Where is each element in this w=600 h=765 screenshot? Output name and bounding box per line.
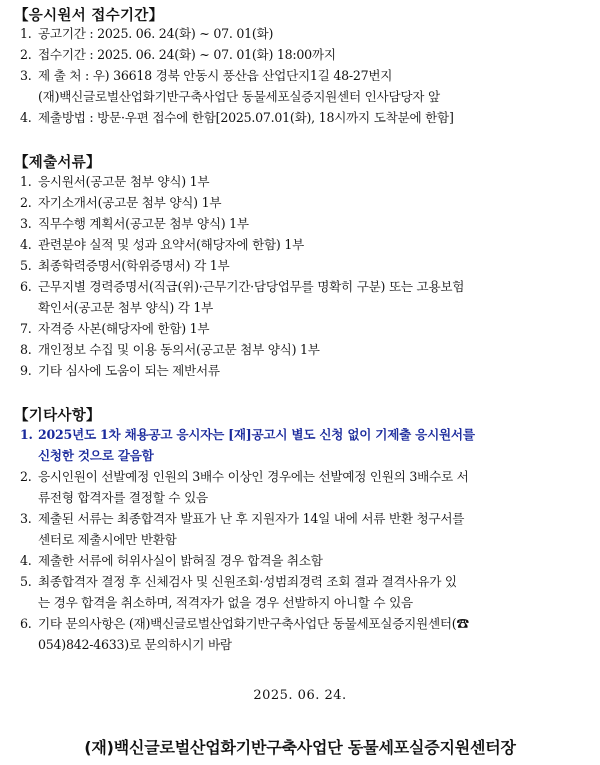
list-item-continuation: 신청한 것으로 갈음함 <box>38 448 154 463</box>
list-item: 3. 제 출 처 : 우) 36618 경북 안동시 풍산읍 산업단지1길 48-27번지 <box>20 68 393 83</box>
list-item-continuation: 류전형 합격자를 결정할 수 있음 <box>38 490 208 505</box>
other-section-title: 【기타사항】 <box>14 408 101 424</box>
list-item: 6. 근무지별 경력증명서(직급(위)·근무기간·담당업무를 명확히 구분) 또는 고용보험 <box>20 279 465 294</box>
list-item-continuation: 센터로 제출시에만 반환함 <box>38 532 177 547</box>
documents-section-title: 【제출서류】 <box>14 155 101 171</box>
list-item: 5. 최종합격자 결정 후 신체검사 및 신원조회·성범죄경력 조회 결과 결격사유가 있 <box>20 574 457 589</box>
list-item: 2. 자기소개서(공고문 첨부 양식) 1부 <box>20 195 222 210</box>
list-item: 3. 직무수행 계획서(공고문 첨부 양식) 1부 <box>20 216 249 231</box>
list-item-continuation: 054)842-4633)로 문의하시기 바람 <box>38 637 232 652</box>
list-item: 5. 최종학력증명서(학위증명서) 각 1부 <box>20 258 230 273</box>
list-item: 8. 개인정보 수집 및 이용 동의서(공고문 첨부 양식) 1부 <box>20 342 320 357</box>
list-item: 6. 기타 문의사항은 (재)백신글로벌산업화기반구축사업단 동물세포실증지원센터(☎ <box>20 616 469 631</box>
list-item: 9. 기타 심사에 도움이 되는 제반서류 <box>20 363 220 378</box>
list-item-continuation: 는 경우 합격을 취소하며, 적격자가 없을 경우 선발하지 아니할 수 있음 <box>38 595 413 610</box>
list-item-continuation: (재)백신글로벌산업화기반구축사업단 동물세포실증지원센터 인사담당자 앞 <box>38 89 440 104</box>
document-date: 2025. 06. 24. <box>253 688 347 703</box>
list-item: 4. 제출한 서류에 허위사실이 밝혀질 경우 합격을 취소함 <box>20 553 323 568</box>
list-item: 2. 응시인원이 선발예정 인원의 3배수 이상인 경우에는 선발예정 인원의 3배수로 서 <box>20 469 469 484</box>
list-item: 1. 응시원서(공고문 첨부 양식) 1부 <box>20 174 210 189</box>
reception-section-title: 【응시원서 접수기간】 <box>14 8 164 24</box>
list-item-continuation: 확인서(공고문 첨부 양식) 각 1부 <box>38 300 214 315</box>
list-item: 7. 자격증 사본(해당자에 한함) 1부 <box>20 321 210 336</box>
list-item: 1. 공고기간 : 2025. 06. 24(화) ~ 07. 01(화) <box>20 26 274 41</box>
list-item: 3. 제출된 서류는 최종합격자 발표가 난 후 지원자가 14일 내에 서류 반환 청구서를 <box>20 511 465 526</box>
list-item: 2. 접수기간 : 2025. 06. 24(화) ~ 07. 01(화) 18:00까지 <box>20 47 336 62</box>
list-item: 4. 제출방법 : 방문·우편 접수에 한함[2025.07.01(화), 18시까지 도착분에 한함] <box>20 110 454 125</box>
issuer-signature: (재)백신글로벌산업화기반구축사업단 동물세포실증지원센터장 <box>84 738 516 757</box>
list-item-highlighted: 1. 2025년도 1차 채용공고 응시자는 [재]공고시 별도 신청 없이 기제출 응시원서를 <box>20 427 475 442</box>
list-item: 4. 관련분야 실적 및 성과 요약서(해당자에 한함) 1부 <box>20 237 305 252</box>
